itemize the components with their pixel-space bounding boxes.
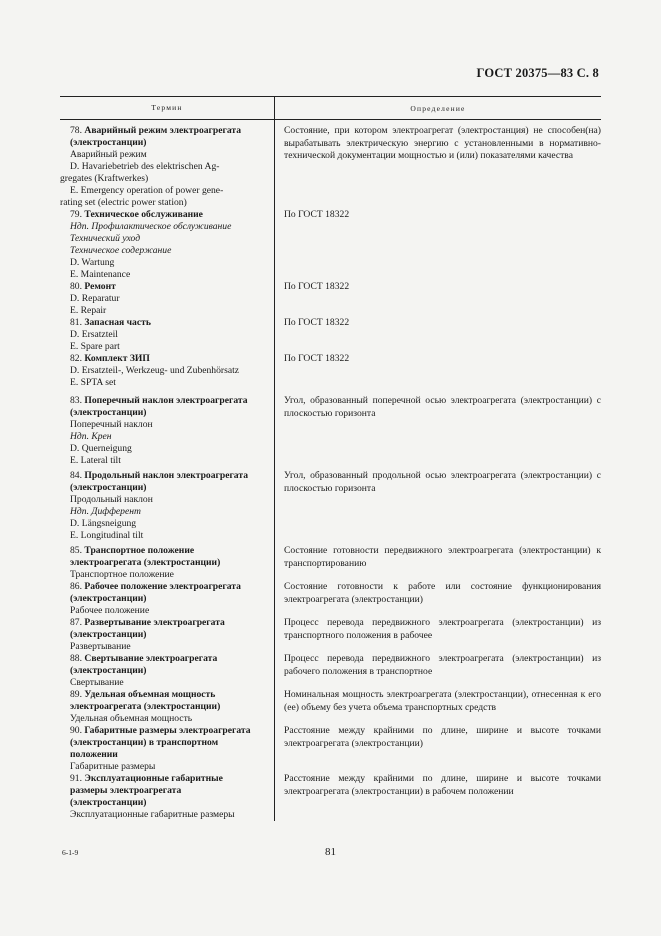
term-definition: Состояние готовности передвижного электроагрегата (электростанции) к транспортированию: [284, 545, 601, 569]
term-name: Ремонт: [84, 281, 116, 292]
term-foreign: E. Longitudinal tilt: [70, 530, 144, 541]
term-definition: Угол, образованный поперечной осью электроагрегата (электростанции) с плоскостью горизонта: [284, 395, 601, 419]
term-foreign: D. Querneigung: [70, 443, 132, 454]
term-entry-83: [60, 395, 601, 467]
term-foreign: E. SPTA set: [70, 377, 116, 388]
term-nonpreferred: Техническое содержание: [70, 245, 172, 256]
term-number: 82.: [70, 353, 82, 364]
term-entry-80: [60, 281, 601, 317]
term-name: Удельная объемная мощность электроагрегата (электростанции): [70, 689, 221, 712]
term-number: 85.: [70, 545, 82, 556]
term-definition: По ГОСТ 18322: [284, 209, 350, 220]
page-header-title: ГОСТ 20375—83 С. 8: [476, 66, 599, 80]
term-nonpreferred: Ндп. Крен: [70, 431, 112, 442]
term-entry-79: [60, 209, 601, 281]
term-entry-90: [60, 725, 601, 773]
term-number: 79.: [70, 209, 82, 220]
term-entry-78: [60, 125, 601, 209]
term-entry-85: [60, 545, 601, 581]
term-name: Эксплуатационные габаритные размеры электроагрегата (электростанции): [70, 773, 223, 808]
term-entry-91: [60, 773, 601, 821]
table-body: [60, 125, 601, 821]
term-name: Габаритные размеры электроагрегата (электростанции) в транспортном положении: [70, 725, 251, 760]
term-foreign: E. Spare part: [70, 341, 120, 352]
term-short: Удельная объемная мощность: [70, 713, 193, 724]
term-foreign: D. Reparatur: [70, 293, 120, 304]
term-nonpreferred: Ндп. Дифферент: [70, 506, 141, 517]
term-number: 84.: [70, 470, 82, 481]
term-number: 81.: [70, 317, 82, 328]
term-short: Развертывание: [70, 641, 131, 652]
term-name: Комплект ЗИП: [84, 353, 150, 364]
term-foreign: D. Ersatzteil: [70, 329, 118, 340]
term-definition: Состояние, при котором электроагрегат (электростанция) не способен(на) вырабатывать электрическую энергию с установленными в нормативно-технической документации мощностью и (или) показателями качества: [284, 125, 601, 161]
term-definition: Расстояние между крайними по длине, ширине и высоте точками электроагрегата (электростанции) в рабочем положении: [284, 773, 601, 797]
term-short: Рабочее положение: [70, 605, 150, 616]
term-nonpreferred: Ндп. Профилактическое обслуживание: [70, 221, 232, 232]
term-number: 91.: [70, 773, 82, 784]
term-definition: По ГОСТ 18322: [284, 281, 350, 292]
term-definition: По ГОСТ 18322: [284, 317, 350, 328]
term-foreign: D. Havariebetrieb des elektrischen Ag-: [70, 161, 220, 172]
term-definition: Расстояние между крайними по длине, ширине и высоте точками электроагрегата (электростанции): [284, 725, 601, 749]
term-definition: Процесс перевода передвижного электроагрегата (электростанции) из рабочего положения в транспортное: [284, 653, 601, 677]
term-number: 88.: [70, 653, 82, 664]
term-short: Габаритные размеры: [70, 761, 156, 772]
term-short: Эксплуатационные габаритные размеры: [70, 809, 235, 820]
column-divider: [274, 120, 275, 821]
term-name: Свертывание электроагрегата (электростанции): [70, 653, 218, 676]
term-foreign: E. Emergency operation of power gene-: [70, 185, 224, 196]
term-heading: [60, 125, 260, 149]
term-short: Поперечный наклон: [70, 419, 153, 430]
term-name: Аварийный режим электроагрегата (электростанции): [70, 125, 242, 148]
term-name: Продольный наклон электроагрегата (электростанции): [70, 470, 248, 493]
term-foreign: E. Lateral tilt: [70, 455, 121, 466]
term-short: Продольный наклон: [70, 494, 153, 505]
term-entry-88: [60, 653, 601, 689]
term-number: 90.: [70, 725, 82, 736]
term-definition: По ГОСТ 18322: [284, 353, 350, 364]
term-foreign: D. Ersatzteil-, Werkzeug- und Zubenhörsatz: [70, 365, 240, 376]
term-name: Поперечный наклон электроагрегата (электростанции): [70, 395, 248, 418]
term-short: Свертывание: [70, 677, 124, 688]
table-header-row: [60, 96, 601, 120]
term-number: 89.: [70, 689, 82, 700]
term-name: Техническое обслуживание: [84, 209, 203, 220]
term-number: 80.: [70, 281, 82, 292]
page-number: 81: [325, 846, 336, 858]
term-definition: Угол, образованный продольной осью электроагрегата (электростанции) с плоскостью горизонта: [284, 470, 601, 494]
term-short: Транспортное положение: [70, 569, 174, 580]
term-entry-87: [60, 617, 601, 653]
term-number: 87.: [70, 617, 82, 628]
term-foreign: gregates (Kraftwerkes): [60, 173, 149, 184]
term-entry-81: [60, 317, 601, 353]
term-name: Рабочее положение электроагрегата (электростанции): [70, 581, 241, 604]
term-name: Транспортное положение электроагрегата (электростанции): [70, 545, 221, 568]
term-number: 78.: [70, 125, 82, 136]
term-nonpreferred: Технический уход: [70, 233, 141, 244]
term-foreign: E. Repair: [70, 305, 107, 316]
term-definition: Состояние готовности к работе или состояние функционирования электроагрегата (электростанции): [284, 581, 601, 605]
term-entry-89: [60, 689, 601, 725]
term-foreign: E. Maintenance: [70, 269, 131, 280]
column-header-term: Термин: [60, 97, 275, 119]
term-number: 86.: [70, 581, 82, 592]
term-definition: Номинальная мощность электроагрегата (электростанции), отнесенная к его (ее) объему без учета объема транспортных средств: [284, 689, 601, 713]
term-foreign: D. Längsneigung: [70, 518, 137, 529]
column-header-definition: Определение: [410, 103, 466, 113]
term-entry-82: [60, 353, 601, 389]
term-name: Запасная часть: [84, 317, 151, 328]
term-short: Аварийный режим: [70, 149, 147, 160]
terms-table: [60, 96, 601, 821]
term-entry-86: [60, 581, 601, 617]
term-entry-84: [60, 470, 601, 542]
term-name: Развертывание электроагрегата (электростанции): [70, 617, 225, 640]
term-foreign: rating set (electric power station): [60, 197, 187, 208]
term-foreign: D. Wartung: [70, 257, 115, 268]
print-mark: 6-1-9: [62, 848, 79, 857]
term-definition: Процесс перевода передвижного электроагрегата (электростанции) из транспортного положения в рабочее: [284, 617, 601, 641]
term-number: 83.: [70, 395, 82, 406]
